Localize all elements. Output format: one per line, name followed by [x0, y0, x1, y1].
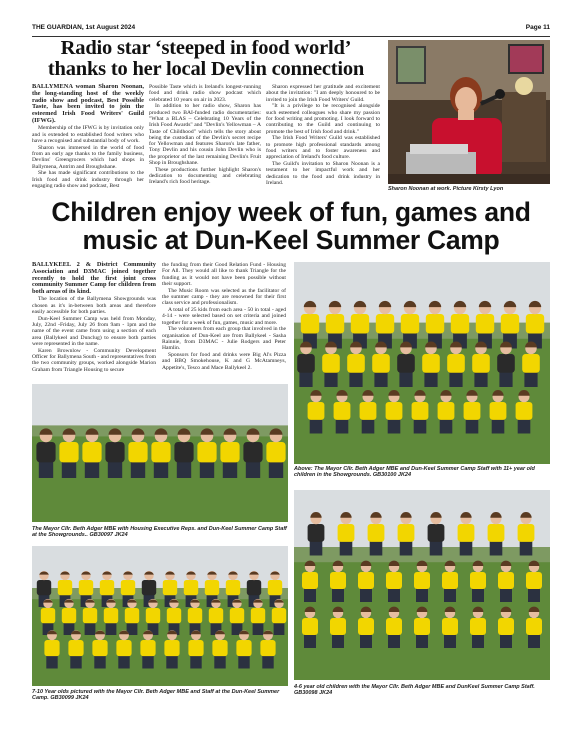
story1-paragraph: Possible Taste which is Ireland's longest-running food and drink radio show podcast which celebrated 10 years on air in 2023. — [149, 84, 261, 103]
story1-paragraph: She has made significant contributions to the Irish food and drink industry through her engaging radio show and podcast, Best — [32, 170, 144, 189]
story1-paragraph: The Guild's invitation to Sharon Noonan is a testament to her impactful work and her dedication to the food and drink industry in Ireland. — [266, 161, 380, 186]
story2-column-1 — [32, 262, 156, 380]
story1-lead: BALLYMENA woman Sharon Noonan, the long-standing host of the weekly radio show and podcast, Best Possible Taste, has been invited to join the esteemed Irish Food Writers' Guild (IFWG). — [32, 83, 144, 124]
story1-paragraph: Membership of the IFWG is by invitation only and is extended to established food writers who have a recognised and substantial body of work. — [32, 125, 144, 144]
story1-column-3 — [266, 84, 380, 196]
caption-older-children: Above: The Mayor Cllr. Beth Adger MBE and Dun-Keel Summer Camp Staff with 11+ year old children in the Showgrounds. GB30100 JK24 — [294, 466, 535, 479]
story2-paragraph: Dun-Keel Summer Camp was held from Monday, July, 22nd -Friday, July 26 from 9am - 1pm and the name of the event came from using a section of each area (Ballykeel and Dunclug) to ensure both parties were represented in the name. — [32, 315, 156, 348]
story2-lead: BALLYKEEL 2 & District Community Association and D3MAC joined together recently to hold the first joint cross community Summer Camp for children from both areas of its kind. — [32, 261, 156, 296]
caption-4-6-year-olds: 4-6 year old children with the Mayor Cllr. Beth Adger MBE and DunKeel Summer Camp Staff. GB30098 JK24 — [294, 684, 535, 697]
story1-paragraph: Sharon was immersed in the world of food from an early age thanks to the family business, Devlins' Greengrocers which had shops in Ballymena, Antrim and Broughshane. — [32, 144, 144, 170]
story2-paragraph: The Music Room was selected as the facilitator of the summer camp - they are renowned for their first class service and professionalism. — [162, 287, 286, 307]
caption-7-10-year-olds: 7-10 Year olds pictured with the Mayor Cllr. Beth Adger MBE and Staff at the Dun-Keel Summer Camp. GB30099 JK24 — [32, 689, 280, 702]
story1-column-1 — [32, 84, 144, 196]
publication-date: THE GUARDIAN, 1st August 2024 — [32, 24, 136, 31]
story2-paragraph: The location of the Ballymena Showgrounds was chosen as it's in-between both areas and therefore easily accessible for both parties. — [32, 296, 156, 316]
group-photo-housing-reps — [32, 384, 288, 522]
group-photo-7-10-year-olds — [32, 546, 288, 686]
story2-paragraph: Sponsors for food and drinks were Big Al's Pizza and BBQ Smokehouse, K and G McAtamneys, Appetite's, Tesco and Mace Ballykeel 2. — [162, 352, 286, 371]
story2-paragraph: Karen Brownlow - Community Development Officer for Ballymena South - and representatives from the two community groups, worked alongside Marion Graham from Triangle Housing to secure — [32, 347, 157, 373]
group-photo-4-6-year-olds — [294, 490, 550, 680]
story1-headline: Radio star ‘steeped in food world’ thanks to her local Devlin connection — [47, 37, 365, 80]
caption-housing-reps: The Mayor Cllr. Beth Adger MBE with Housing Executive Reps. and Dun-Keel Summer Camp Staff at the Showgrounds.. GB30097 JK24 — [32, 526, 287, 539]
masthead — [32, 22, 550, 36]
story1-paragraph: The Irish Food Writers' Guild was established to promote high professional standards among food writers and to foster awareness and appreciation of Ireland's food culture. — [266, 135, 380, 161]
story2-paragraph: the funding from their Good Relation Fund - Housing For All. They would all like to thank Triangle for the funding as it would not have been possible without their support. — [162, 262, 286, 287]
group-photo-older-children — [294, 262, 550, 464]
story1-paragraph: "It is a privilege to be recognised alongside such esteemed colleagues who share my passion for food writing and promoting. I look forward to contributing to the Guild and continuing to promote the best of Irish food and drink." — [266, 103, 380, 135]
sharon-photo-caption: Sharon Noonan at work. Picture Kirsty Lyon — [388, 186, 504, 192]
story2-column-2 — [162, 262, 286, 380]
story1-paragraph: Sharon expressed her gratitude and excitement about the invitation: "I am deeply honoured to be invited to join the Irish Food Writers' Guild. — [266, 84, 380, 103]
story2-paragraph: A total of 25 kids from each area - 50 in total - aged 4-14 - were selected based on set criteria and joined together for a week of fun, games, music and more. — [162, 307, 286, 326]
story2-headline: Children enjoy week of fun, games and music at Dun-Keel Summer Camp — [51, 197, 531, 255]
story2-paragraph: The volunteers from each group that involved in the organisation of Dun-Keel are from Ballykeel - Sasha Rainnie, from D3MAC - Julie Rodgers and Peter Hamlin. — [162, 326, 286, 352]
story1-paragraph: These productions further highlight Sharon's dedication to documenting and celebrating Ireland's rich food heritage. — [149, 166, 261, 186]
page-number: Page 11 — [525, 24, 550, 31]
sharon-noonan-photo — [388, 40, 550, 184]
story1-paragraph: In addition to her radio show, Sharon has produced two BAI-funded radio documentaries: "What a BLAS – Celebrating 10 Years of the Irish Food Awards" and "Devlin's Yellowman – A Taste of Childhood" which tells the story about being the custodian of the Devlin's secret recipe for Yellowman and features Sharon's late father, Tony Devlin and his cousin John Devlin who is the proprietor of the last remaining Devlin's Fruit Shop in Broughshane. — [149, 103, 261, 167]
story1-column-2 — [149, 84, 261, 196]
